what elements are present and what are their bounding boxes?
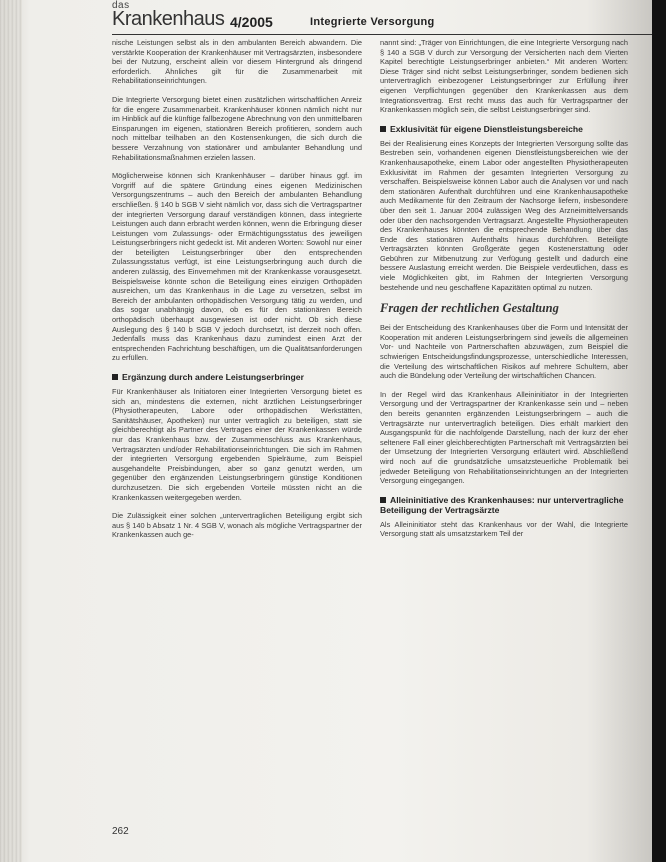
section-heading: Fragen der rechtlichen Gestaltung	[380, 301, 559, 316]
logo-small-text: das	[112, 0, 130, 11]
paragraph: Bei der Realisierung eines Konzepts der Integrierten Versorgung sollte das Bestreben sein, vorhandenen eigenen Dienstleistungsbereichen wie der Krankenhausapotheke, einem Labor oder angestellten Physiotherapeuten Exklusivität im Rahmen der gesamten Integrierten Versorgung zu verschaffen. Beispielsweise können Labor auch die Analysen vor und nach dem stationären Aufenthalt durchführen und eine Krankenhausapotheke auch Medikamente für den Zeitraum der Nachsorge liefern, insbesondere über den seit 1. Januar 2004 zulässigen Weg des Arzneimittelversands oder über den nachsorgenden Vertragsarzt. Angestellte Physiotherapeuten des Krankenhauses könnten die entsprechende Behandlung über das Ende des stationären Aufenthalts hinaus durchführen. Beteiligte Vertragsärzten könnten Großgeräte gegen Kostenerstattung oder Gebühren zur Mitbenutzung zur Verfügung gestellt und dadurch eine bessere Auslastung erreicht werden. Die Beispiele verdeutlichen, dass es viele Möglichkeiten gibt, im Rahmen der Integrierten Versorgung bestehende und neu geschaffene Kapazitäten optimal zu nutzen.	[380, 138, 628, 292]
paragraph: In der Regel wird das Krankenhaus Alleininitiator in der Integrierten Versorgung und der Vertragspartner der Krankenkasse sein und – neben den bereits genannten ergänzenden Leistungserbringern – auch die Vertragsärzte nur untervertraglich beteiligen. Dies erhält markiert den Ausgangspunkt für die nachfolgende Darstellung, nach der kurz der eher seltenere Fall einer gleichberechtigten Partnerschaft mit Vertragsärzten bei der Umsetzung der Integrierten Versorgung erläutert wird. Abschließend wird noch auf die grundsätzliche umsatzsteuerliche Problematik bei jedweder Beteiligung von Rehabilitationseinrichtungen an der Integrierten Versorgung eingegangen.	[380, 389, 628, 486]
paragraph: Möglicherweise können sich Krankenhäuser – darüber hinaus ggf. im Vorgriff auf die spätere Gründung eines eigenen Medizinischen Versorgungszentrums – auch den Bereich der ambulanten Behandlung erschließen. § 140 b SGB V sieht nämlich vor, dass sich die Vertragspartner der integrierten Versorgung darauf verständigen können, dass integrierte Leistungen auch dann erbracht werden können, wenn die Erbringung dieser Leistungen vom Zulassungs- oder Ermächtigungsstatus des jeweiligen Leistungserbringers nicht gedeckt ist. Mit anderen Worten: Sowohl nur einer der beteiligten Leistungserbringer über den entsprechenden Zulassungsstatus verfügt, ist eine Leistungserbringung auch durch die anderen zulässig, des Einvernehmen mit der Krankenkasse vorausgesetzt. Beispielsweise könnte schon die Beteiligung eines einzigen Orthopäden ausreichen, um das Krankenhaus in die Lage zu versetzen, selbst im Bereich der ambulanten orthopädischen Versorgung tätig zu werden, und das sogar unabhängig davon, ob es für den stationären Bereich orthopädisch überhaupt ausgewiesen ist oder nicht. Ob sich diese Auslegung des § 140 b SGB V jedoch durchsetzt, ist derzeit noch offen. Jedenfalls muss das Krankenhaus dazu zumindest einen Arzt der entsprechenden Fachrichtung beschäftigen, um die Qualitätsanforderungen zu erfüllen.	[112, 171, 362, 363]
paragraph: Als Alleininitiator steht das Krankenhaus vor der Wahl, die Integrierte Versorgung statt als umsatzstarkem Teil der	[380, 519, 628, 539]
paragraph: Bei der Entscheidung des Krankenhauses über die Form und Intensität der Kooperation mit anderen Leistungserbringern sind jeweils die allgemeinen Vor- und Nachteile von Partnerschaften abzuwägen, zum Beispiel die schwierigen Entscheidungsfindungsprozesse, unterschiedliche Interessen, die Verteilung des wirtschaftlichen Risikos auf mehrere Schultern, aber auch die Bündelung oder Verteilung der wirtschaftlichen Chancen.	[380, 323, 628, 381]
square-bullet-icon	[112, 374, 118, 380]
paragraph: nische Leistungen selbst als in den ambulanten Bereich abwandern. Die verstärkte Kooperation der Krankenhäuser mit Vertragsärzten, insbesondere bei der Nutzung, erscheint allein vor diesem Hintergrund als dringend erforderlich. Ähnliches gilt für die Zusammenarbeit mit Rehabilitationseinrichtungen.	[112, 38, 362, 86]
paragraph: nannt sind: „Träger von Einrichtungen, die eine Integrierte Versorgung nach § 140 a SGB V durch zur Versorgung der Versicherten nach dem Vierten Kapitel berechtigte Leistungserbringer anbieten.“ Mit anderen Worten: Diese Träger sind nicht selbst Leistungserbringer, sondern bedienen sich untervertraglich einbezogener Leistungserbringer zur Erfüllung ihrer eigenen Verpflichtungen gegenüber den Krankenkassen aus dem Integrationsvertrag. Erst recht muss das auch für Vertragspartner der Krankenkassen möglich sein, die selbst Leistungserbringer sind.	[380, 38, 628, 115]
logo-main-text: Krankenhaus	[112, 8, 225, 30]
subheading-text: Alleininitiative des Krankenhauses: nur untervertragliche Beteiligung der Vertragsärzte	[380, 494, 624, 515]
subheading	[112, 372, 362, 382]
square-bullet-icon	[380, 497, 386, 503]
subheading	[380, 495, 628, 515]
subheading	[380, 124, 628, 134]
scan-border	[652, 0, 666, 862]
square-bullet-icon	[380, 126, 386, 132]
left-column	[112, 38, 362, 549]
paragraph: Für Krankenhäuser als Initiatoren einer Integrierten Versorgung bietet es sich an, mindestens die externen, nicht ärztlichen Leistungserbringer (Physiotherapeuten, Labore oder orthopädischen Werkstätten, Sanitätshäuser, Apotheken) nur unter vertraglich zu beteiligen, statt sie gleichberechtigt als Partner des Vertrages einer der Krankenkassen würde nur das Krankenhaus bzw. der Zusammenschluss aus Krankenhaus, Vertragsärzten und/oder Rehabilitationseinrichtungen. Die sich im Rahmen der integrierten Versorgung ergebenden Spielräume, zum Beispiel ausgehandelte Preisbindungen, aber so ganz genutzt werden, um gegenüber den ergänzenden Leistungserbringern günstige Konditionen durchzusetzen. Die sich ergebenden Vorteile müssten nicht an die Krankenkassen weitergegeben werden.	[112, 387, 362, 502]
subheading-text: Ergänzung durch andere Leistungserbringer	[122, 372, 304, 382]
book-spine	[0, 0, 22, 862]
subheading-text: Exklusivität für eigene Dienstleistungsbereiche	[390, 123, 583, 134]
paragraph: Die Integrierte Versorgung bietet einen zusätzlichen wirtschaftlichen Anreiz für die engere Zusammenarbeit. Krankenhäuser können nämlich nicht nur im Hinblick auf die künftige fallbezogene Abrechnung von den unmittelbaren Einsparungen im eigenen, stationären Bereich profitieren, sondern auch noch mittelbar teilhaben an den Kostensenkungen, die sich durch die bessere Verzahnung von stationärer und ambulanter Behandlung und Rehabilitationsmaßnahmen erzielen lassen.	[112, 94, 362, 162]
right-column	[380, 38, 628, 548]
section-title: Integrierte Versorgung	[310, 16, 435, 28]
issue-number: 4/2005	[230, 14, 273, 30]
page-header	[112, 0, 652, 35]
page-number: 262	[112, 826, 129, 837]
paragraph: Die Zulässigkeit einer solchen „untervertraglichen Beteiligung ergibt sich aus § 140 b Absatz 1 Nr. 4 SGB V, wonach als mögliche Vertragspartner der Krankenkassen auch ge-	[112, 511, 362, 540]
